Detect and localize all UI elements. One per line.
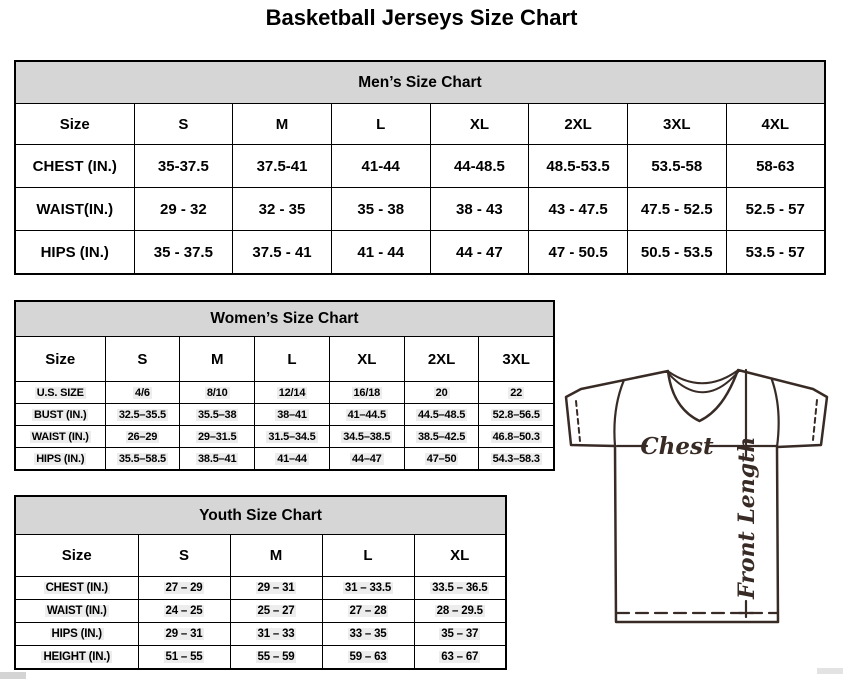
column-header: M — [233, 104, 332, 145]
column-header: Size — [15, 104, 134, 145]
youth-size-header-row — [15, 535, 506, 577]
youth-size-chart-table — [14, 495, 507, 670]
row-label-text: U.S. SIZE — [36, 386, 84, 399]
column-header: L — [331, 104, 430, 145]
size-value: 27 – 28 — [349, 605, 387, 617]
size-value-cell: 43 - 47.5 — [529, 188, 628, 231]
size-value-cell — [180, 426, 255, 448]
column-header: XL — [430, 104, 529, 145]
size-value-cell — [230, 577, 322, 600]
size-value: 31 – 33 — [257, 628, 295, 640]
row-label-text: BUST (IN.) — [34, 408, 87, 421]
column-header: L — [322, 535, 414, 577]
size-value: 44–47 — [351, 452, 382, 465]
size-value-cell: 35 - 37.5 — [134, 231, 233, 275]
size-value: 38–41 — [277, 408, 307, 421]
size-value-cell — [230, 623, 322, 646]
jersey-outline — [566, 370, 827, 622]
size-value-cell — [479, 426, 554, 448]
size-value-cell — [180, 404, 255, 426]
column-header: M — [180, 337, 255, 382]
size-value-cell — [105, 426, 180, 448]
size-value: 51 – 55 — [165, 651, 203, 663]
row-label — [15, 404, 105, 426]
size-value-cell — [138, 623, 230, 646]
table-row — [15, 382, 554, 404]
table-row — [15, 623, 506, 646]
size-value-cell: 29 - 32 — [134, 188, 233, 231]
size-value: 35.5–58.5 — [118, 452, 166, 465]
size-value: 12/14 — [278, 386, 306, 399]
size-value-cell — [479, 382, 554, 404]
size-value-cell — [230, 646, 322, 670]
size-value-cell: 50.5 - 53.5 — [627, 231, 726, 275]
size-value: 41–44 — [277, 452, 307, 465]
size-value: 8/10 — [206, 386, 228, 399]
row-label: CHEST (IN.) — [15, 145, 134, 188]
row-label — [15, 646, 138, 670]
column-header: XL — [414, 535, 506, 577]
row-label — [15, 623, 138, 646]
row-label-text: CHEST (IN.) — [45, 582, 108, 594]
size-value: 34.5–38.5 — [343, 430, 391, 443]
size-value-cell — [138, 600, 230, 623]
size-value-cell: 53.5 - 57 — [726, 231, 825, 275]
size-value: 33 – 35 — [349, 628, 387, 640]
size-value: 20 — [435, 386, 448, 399]
size-value-cell: 41 - 44 — [331, 231, 430, 275]
table-row — [15, 577, 506, 600]
size-value: 16/18 — [353, 386, 381, 399]
size-value: 38.5–42.5 — [418, 430, 466, 443]
table-row — [15, 646, 506, 670]
column-header: M — [230, 535, 322, 577]
row-label — [15, 600, 138, 623]
size-value: 35 – 37 — [441, 628, 479, 640]
table-row — [15, 231, 825, 275]
womens-size-header-row — [15, 337, 554, 382]
row-label — [15, 448, 105, 471]
youth-chart-title: Youth Size Chart — [15, 496, 506, 535]
size-value-cell — [414, 600, 506, 623]
table-row — [15, 600, 506, 623]
size-value-cell — [138, 577, 230, 600]
womens-chart-header-row — [15, 301, 554, 337]
collar-arc-outer — [669, 371, 737, 383]
size-value-cell: 35 - 38 — [331, 188, 430, 231]
size-value-cell: 41-44 — [331, 145, 430, 188]
size-value-cell — [404, 448, 479, 471]
size-value-cell — [414, 646, 506, 670]
size-value: 38.5–41 — [198, 452, 237, 465]
size-value-cell: 32 - 35 — [233, 188, 332, 231]
column-header: Size — [15, 337, 105, 382]
column-header: S — [105, 337, 180, 382]
mens-chart-title: Men’s Size Chart — [15, 61, 825, 104]
size-value-cell — [404, 426, 479, 448]
size-value-cell — [138, 646, 230, 670]
size-value-cell: 47.5 - 52.5 — [627, 188, 726, 231]
size-value-cell — [322, 577, 414, 600]
chest-label: Chest — [640, 433, 714, 460]
size-value: 55 – 59 — [257, 651, 295, 663]
size-value-cell — [479, 404, 554, 426]
size-value-cell: 37.5 - 41 — [233, 231, 332, 275]
size-value: 35.5–38 — [198, 408, 237, 421]
mens-size-header-row — [15, 104, 825, 145]
row-label: HIPS (IN.) — [15, 231, 134, 275]
size-value: 54.3–58.3 — [492, 452, 540, 465]
youth-chart-header-row — [15, 496, 506, 535]
size-value-cell — [105, 448, 180, 471]
size-value-cell: 44 - 47 — [430, 231, 529, 275]
size-value-cell — [329, 426, 404, 448]
size-value: 47–50 — [426, 452, 457, 465]
size-value: 32.5–35.5 — [118, 408, 166, 421]
size-value: 24 – 25 — [165, 605, 203, 617]
table-row — [15, 426, 554, 448]
size-value: 29 – 31 — [165, 628, 203, 640]
size-value: 28 – 29.5 — [436, 605, 483, 617]
size-value-cell: 52.5 - 57 — [726, 188, 825, 231]
size-value-cell — [255, 404, 330, 426]
size-value-cell — [255, 448, 330, 471]
size-value: 52.8–56.5 — [492, 408, 540, 421]
front-length-label: Front Length — [734, 436, 760, 599]
page-title: Basketball Jerseys Size Chart — [265, 5, 578, 30]
size-value: 4/6 — [135, 386, 150, 399]
size-value-cell — [230, 600, 322, 623]
size-value-cell: 48.5-53.5 — [529, 145, 628, 188]
size-value-cell — [322, 623, 414, 646]
size-value-cell: 38 - 43 — [430, 188, 529, 231]
column-header: XL — [329, 337, 404, 382]
collar-arc-inner — [668, 372, 738, 392]
size-value-cell — [404, 404, 479, 426]
row-label — [15, 382, 105, 404]
size-value-cell — [414, 623, 506, 646]
row-label — [15, 426, 105, 448]
row-label-text: WAIST (IN.) — [31, 430, 89, 443]
size-value-cell — [180, 382, 255, 404]
row-label-text: HIPS (IN.) — [36, 452, 85, 465]
size-value: 31.5–34.5 — [268, 430, 316, 443]
column-header: 3XL — [627, 104, 726, 145]
size-value: 29 – 31 — [257, 582, 295, 594]
scrollbar-artifact-right — [817, 668, 843, 674]
size-value-cell — [479, 448, 554, 471]
size-value-cell: 37.5-41 — [233, 145, 332, 188]
scrollbar-artifact-left — [0, 672, 26, 679]
table-row — [15, 188, 825, 231]
column-header: 3XL — [479, 337, 554, 382]
column-header: S — [138, 535, 230, 577]
size-value-cell: 58-63 — [726, 145, 825, 188]
size-value: 27 – 29 — [165, 582, 203, 594]
size-value-cell — [255, 382, 330, 404]
size-value: 31 – 33.5 — [344, 582, 392, 594]
womens-size-chart-table — [14, 300, 555, 471]
column-header: 2XL — [404, 337, 479, 382]
row-label-text: HIPS (IN.) — [51, 628, 102, 640]
column-header: 2XL — [529, 104, 628, 145]
size-value-cell — [255, 426, 330, 448]
size-value-cell: 44-48.5 — [430, 145, 529, 188]
row-label-text: HEIGHT (IN.) — [43, 651, 111, 663]
jersey-diagram — [556, 357, 840, 629]
column-header: Size — [15, 535, 138, 577]
size-value-cell — [105, 382, 180, 404]
size-value: 63 – 67 — [441, 651, 479, 663]
size-value: 44.5–48.5 — [418, 408, 466, 421]
size-value: 41–44.5 — [347, 408, 386, 421]
row-label: WAIST(IN.) — [15, 188, 134, 231]
size-value-cell — [404, 382, 479, 404]
size-value-cell: 35-37.5 — [134, 145, 233, 188]
size-value: 46.8–50.3 — [492, 430, 540, 443]
size-value: 22 — [510, 386, 523, 399]
womens-chart-title: Women’s Size Chart — [15, 301, 554, 337]
size-value: 33.5 – 36.5 — [432, 582, 488, 594]
mens-size-chart-table — [14, 60, 826, 275]
size-value: 26–29 — [127, 430, 158, 443]
column-header: S — [134, 104, 233, 145]
size-value-cell — [329, 404, 404, 426]
size-value: 25 – 27 — [257, 605, 295, 617]
size-value-cell — [180, 448, 255, 471]
mens-chart-header-row — [15, 61, 825, 104]
table-row — [15, 404, 554, 426]
size-value: 59 – 63 — [349, 651, 387, 663]
size-value: 29–31.5 — [198, 430, 237, 443]
size-value-cell — [414, 577, 506, 600]
size-value-cell — [329, 448, 404, 471]
size-value-cell — [105, 404, 180, 426]
table-row — [15, 448, 554, 471]
size-value-cell — [322, 600, 414, 623]
column-header: L — [255, 337, 330, 382]
column-header: 4XL — [726, 104, 825, 145]
size-value-cell — [322, 646, 414, 670]
table-row — [15, 145, 825, 188]
size-value-cell: 47 - 50.5 — [529, 231, 628, 275]
row-label-text: WAIST (IN.) — [46, 605, 107, 617]
size-value-cell: 53.5-58 — [627, 145, 726, 188]
size-value-cell — [329, 382, 404, 404]
row-label — [15, 577, 138, 600]
